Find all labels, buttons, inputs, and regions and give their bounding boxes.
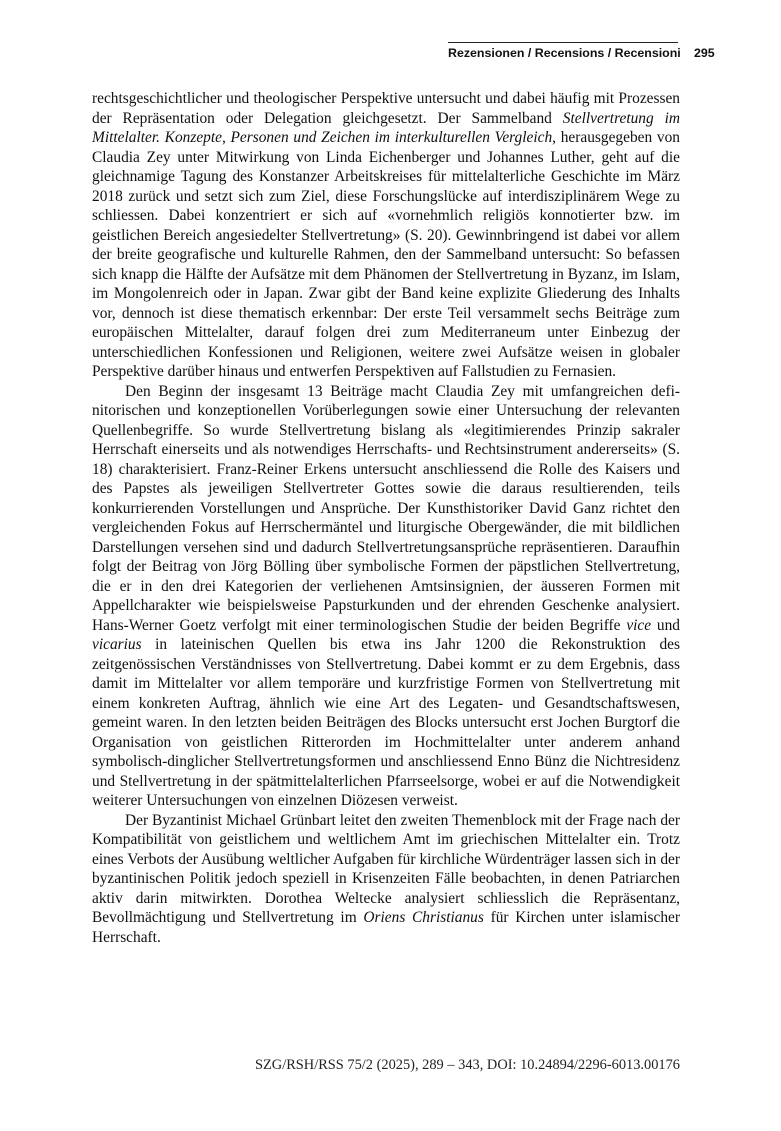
paragraph-1 [92, 89, 680, 382]
paragraph-text: und [651, 616, 681, 634]
paragraph-2 [92, 382, 680, 811]
running-head-rule [448, 42, 678, 43]
italic-title-text: Oriens Christianus [363, 909, 484, 926]
journal-footer [92, 1057, 680, 1074]
journal-citation: SZG/RSH/RSS 75/2 (2025) [255, 1057, 415, 1073]
paragraph-text: Den Beginn der insgesamt 13 Beiträge macht Claudia Zey mit umfangreichen definitorischen und konzeptionellen Vorüberlegungen sowie einer Untersuchung der relevanten Quellenbegriffe. So wurde Stellvertretung bislang als «legitimierendes Prinzip sakraler Herrschaft einerseits und als notwendiges Herrschafts- und Rechtsinstrument andererseits» (S. 18) charakterisiert. Franz-Reiner Erkens untersucht anschliessend die Rolle des Kaisers und des Papstes als jeweiligen Stellvertreter Gottes sowie die daraus resultierenden, teils konkurrierenden Vorstellungen und Ansprüche. Der Kunsthistoriker David Ganz richtet den vergleichenden Fokus auf Herrschermäntel und liturgische Obergewänder, die mit bildlichen Darstellungen versehen sind und dadurch Stellvertretungsansprüche repräsentieren. Daraufhin folgt der Beitrag von Jörg Bölling über symbolische Formen der päpstlichen Stellvertretung, die er in den drei Kategorien der verliehenen Amtsinsignien, der äusseren Formen mit Appellcharakter wie beispielsweise Papsturkunden und der ehrenden Geschenke analysiert. Hans-Werner Goetz verfolgt mit einer terminologischen Studie der beiden Begriffe [92, 382, 680, 634]
paragraph-text: Der Byzantinist Michael Grünbart leitet den zweiten Themenblock mit der Frage nach der Kompatibilität von geistlichem und weltlichem Amt im griechischen Mittelalter ein. Trotz eines Verbots der Ausübung weltlicher Aufgaben für kirchliche Würdenträger lassen sich in der byzantinischen Politik jedoch speziell in Krisenzeiten Fälle beobachten, in denen Patriarchen aktiv darin mitwirkten. Dorothea Weltecke analysiert schliesslich die Repräsentanz, Bevollmächtigung und Stellvertretung im [92, 811, 680, 926]
page-number: 295 [694, 46, 715, 60]
running-head [448, 46, 715, 64]
paragraph-3 [92, 811, 680, 948]
italic-title-text: vicarius [92, 636, 142, 653]
italic-title-text: Stellvertretung im Mittelalter. Konzepte, Personen und Zeichen im interkulturellen Vergleich [92, 109, 680, 146]
running-head-title: Rezensionen / Recensions / Recensioni [448, 46, 681, 60]
paragraph-text: rechtsgeschichtlicher und theologischer Perspektive untersucht und dabei häufig mit Prozessen der Repräsentation oder Delegation gleichgesetzt. Der Sammelband [92, 90, 680, 127]
doi: , DOI: 10.24894/2296-6013.00176 [480, 1057, 680, 1073]
body-text [92, 89, 680, 947]
paragraph-text: für Kirchen unter islamischer Herrschaft. [92, 909, 681, 946]
italic-title-text: vice [626, 616, 652, 634]
paragraph-text: , herausgegeben von Claudia Zey unter Mitwirkung von Linda Eichenberger und Johannes Luther, geht auf die gleichnamige Tagung des Konstanzer Arbeitskreises für mittelalterliche Geschichte im März 2018 zurück und setzt sich zum Ziel, diese Forschungslücke auf interdisziplinärem Wege zu schliessen. Dabei konzentriert er sich auf «vornehmlich religiös konnotierter bzw. im geistlichen Bereich angesiedelter Stellvertretung» (S. 20). Gewinnbringend ist dabei vor allem der breite geografische und kulturelle Rahmen, den der Sammelband untersucht: So befassen sich knapp die Hälfte der Aufsätze mit dem Phänomen der Stellvertretung in Byzanz, im Islam, im Mongolenreich oder in Japan. Zwar gibt der Band keine explizite Gliederung des Inhalts vor, dennoch ist diese thematisch erkennbar: Der erste Teil versammelt sechs Beiträge zum europäischen Mittelalter, darauf folgen drei zum Mediterraneum unter Einbezug der unterschiedlichen Konfessionen und Religionen, weitere zwei Aufsätze weisen in globaler Perspektive darüber hinaus und entwerfen Perspektiven auf Fallstudien zu Fernasien. [92, 129, 680, 380]
page-range: , 289 – 343 [415, 1057, 480, 1073]
paragraph-text: in lateinischen Quellen bis etwa ins Jahr 1200 die Rekonstruktion des zeitgenössischen Verständnisses von Stellvertretung. Dabei kommt er zu dem Ergebnis, dass damit im Mittelalter vor allem temporäre und kurzfristige Formen von Stellvertretung mit einem konkreten Auftrag, ähnlich wie eine Art des Legaten- und Gesandtschaftswesen, gemeint waren. In den letzten beiden Beiträgen des Blocks untersucht erst Jochen Burgtorf die Organisation von geistlichen Ritterorden im Hochmittelalter unter anderem anhand symbolisch-dinglicher Stellvertretungsformen und anschliessend Enno Bünz die Nichtresidenz und Stellvertretung in der spätmittelalterlichen Pfarrseelsorge, wobei er auf die Notwendigkeit weiterer Untersuchungen von einzelnen Diözesen verweist. [92, 636, 680, 809]
